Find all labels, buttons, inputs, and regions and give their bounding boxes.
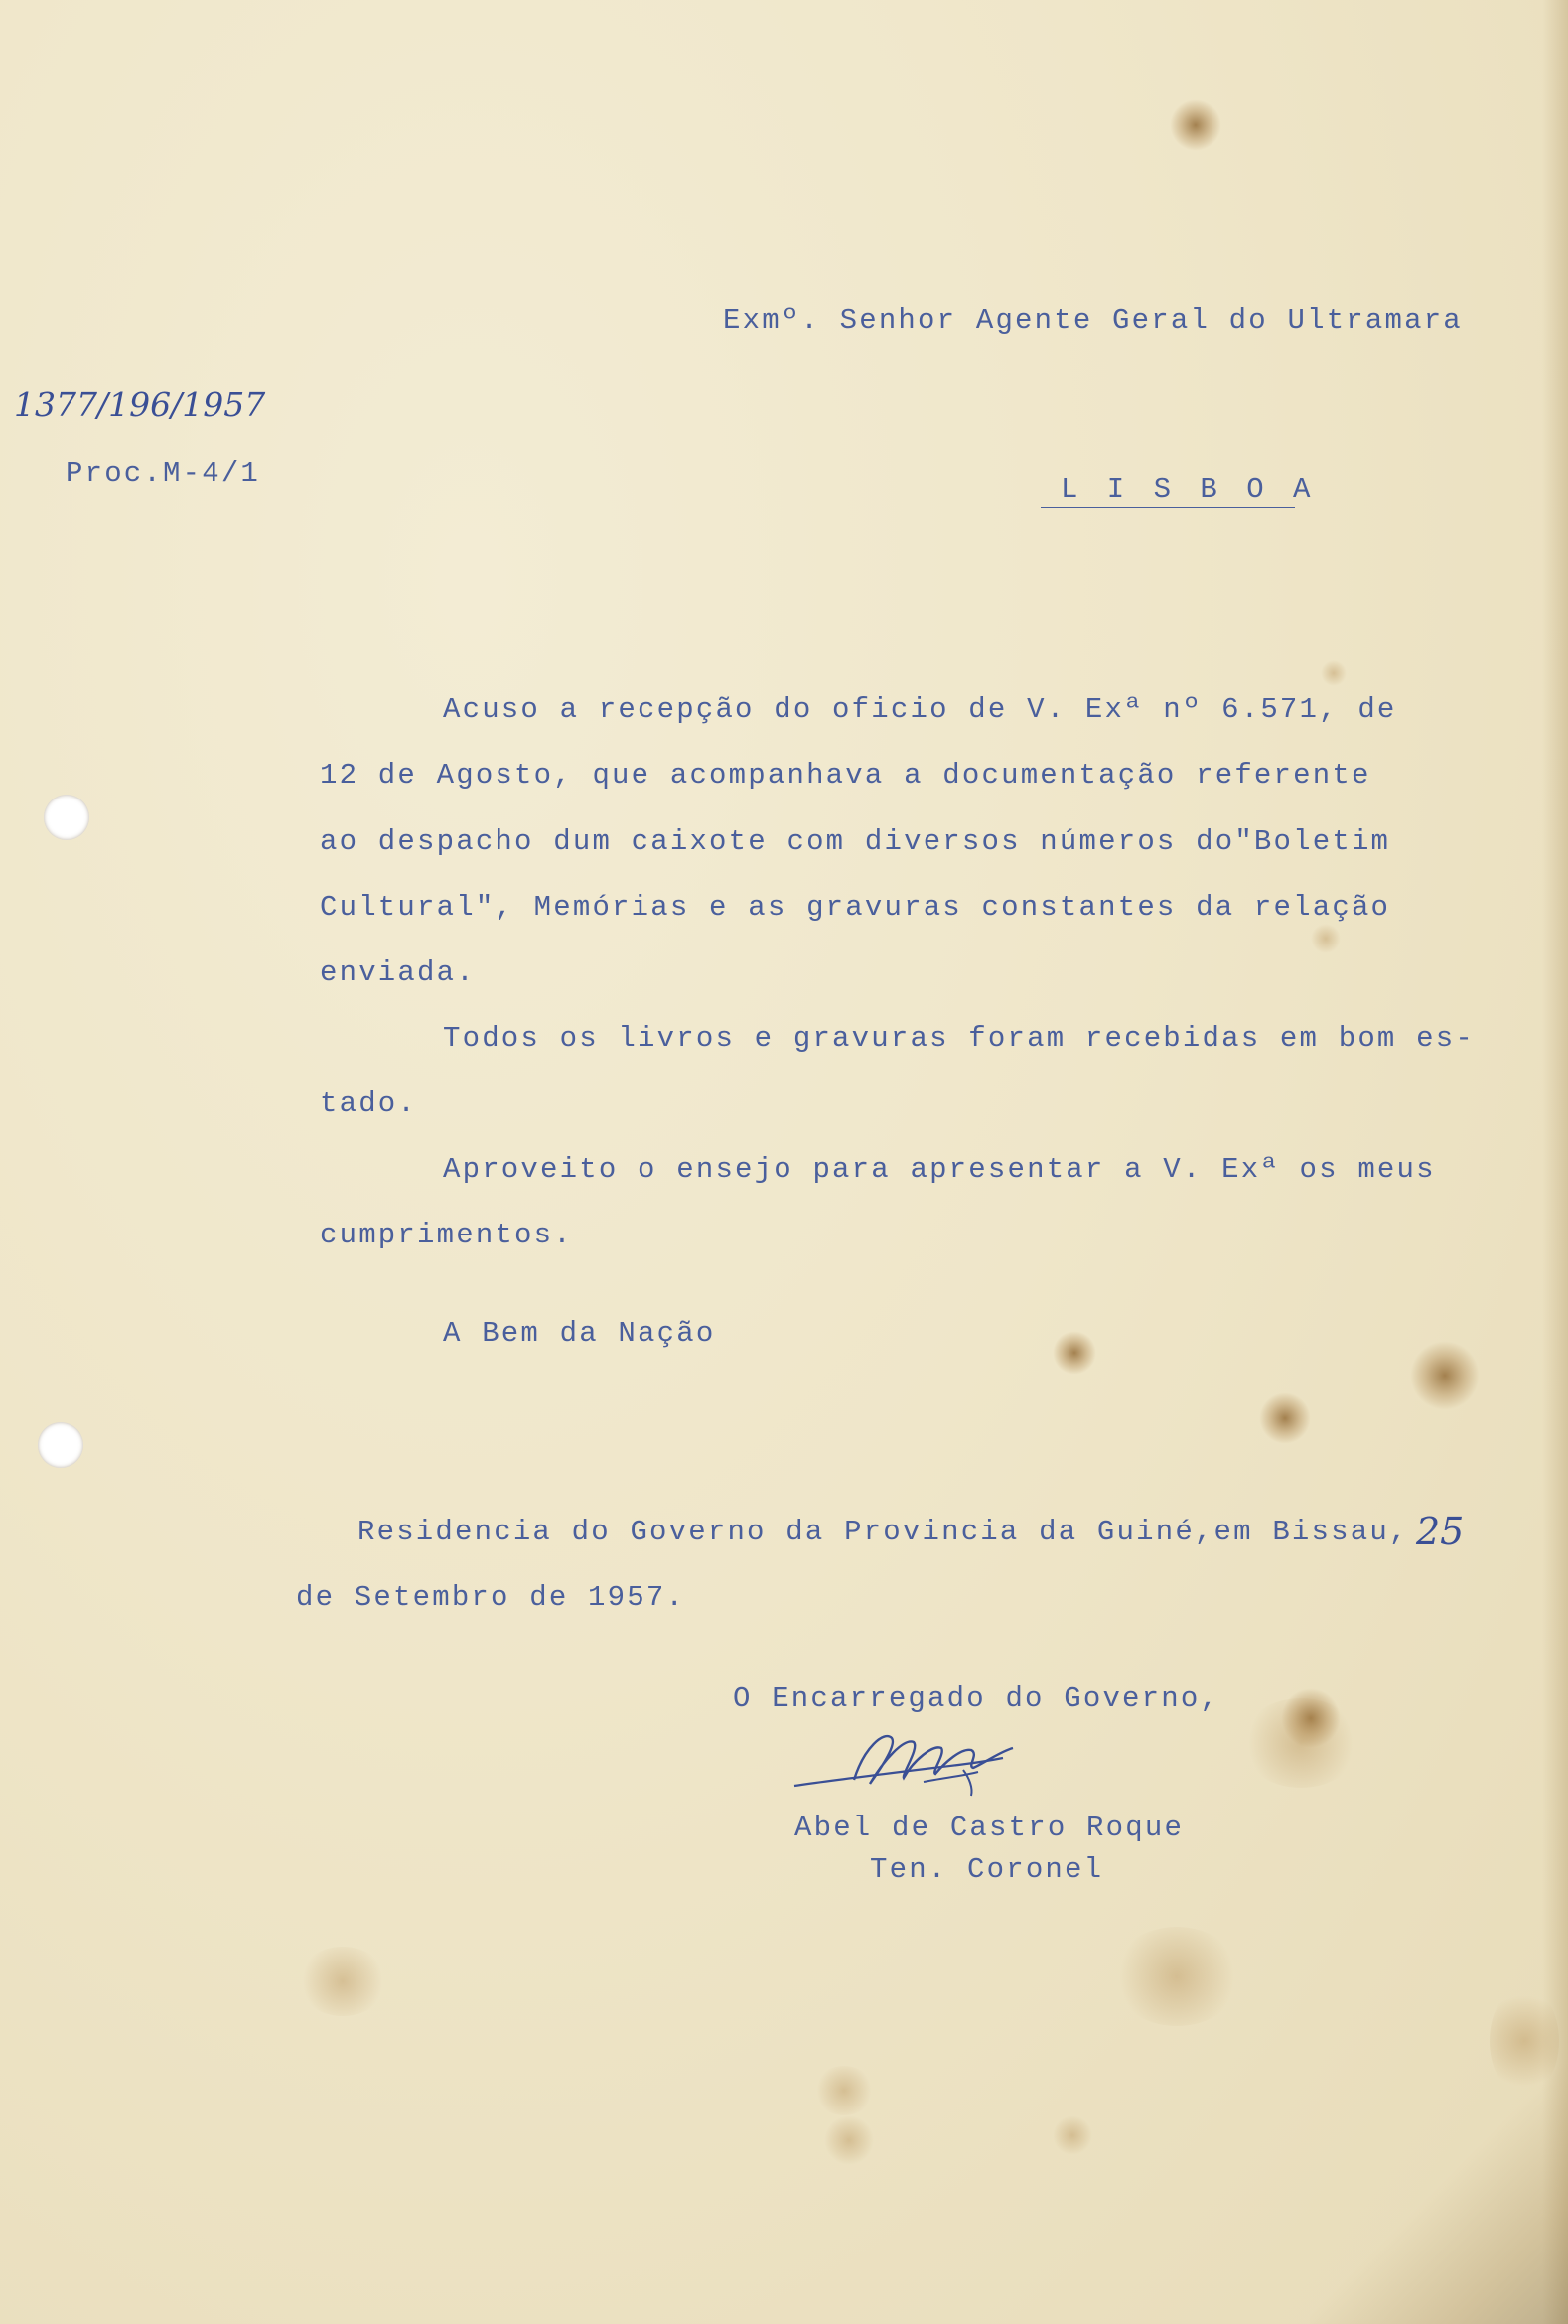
foxing-stain xyxy=(824,2115,874,2165)
body-line-7: tado. xyxy=(320,1088,418,1120)
punch-hole xyxy=(44,795,89,840)
foxing-stain xyxy=(1259,1392,1311,1444)
foxing-stain xyxy=(1410,1341,1480,1410)
city-underline xyxy=(1041,507,1295,508)
handwritten-reference: 1377/196/1957 xyxy=(14,385,266,424)
foxing-stain xyxy=(1170,99,1221,151)
body-line-9: cumprimentos. xyxy=(320,1219,573,1251)
body-line-5: enviada. xyxy=(320,956,476,989)
handwritten-day: 25 xyxy=(1416,1510,1465,1553)
place-date-line-1: Residencia do Governo da Provincia da Guiné,em Bissau, xyxy=(357,1516,1409,1548)
signatory-name: Abel de Castro Roque xyxy=(794,1812,1185,1844)
body-line-2: 12 de Agosto, que acompanhava a documentação referente xyxy=(320,759,1371,792)
foxing-stain xyxy=(1490,1986,1559,2096)
foxing-stain xyxy=(298,1947,387,2016)
body-line-8: Aproveito o ensejo para apresentar a V. Exª os meus xyxy=(443,1153,1436,1186)
signatory-rank: Ten. Coronel xyxy=(870,1853,1104,1886)
body-line-1: Acuso a recepção do oficio de V. Exª nº 6.571, de xyxy=(443,693,1397,726)
punch-hole xyxy=(38,1422,83,1468)
paper-edge-shading xyxy=(1542,0,1568,2324)
city-heading: L I S B O A xyxy=(1061,473,1317,506)
closing-line: A Bem da Nação xyxy=(443,1317,716,1350)
foxing-stain xyxy=(814,2066,874,2115)
place-date-line-2: de Setembro de 1957. xyxy=(296,1581,686,1614)
signatory-title: O Encarregado do Governo, xyxy=(733,1682,1220,1715)
addressee-line: Exmº. Senhor Agente Geral do Ultramara xyxy=(723,304,1463,337)
foxing-stain xyxy=(1112,1927,1241,2026)
process-reference: Proc.M-4/1 xyxy=(66,457,261,490)
body-line-6: Todos os livros e gravuras foram recebidas em bom es- xyxy=(443,1022,1475,1055)
foxing-stain xyxy=(1321,660,1347,686)
handwritten-signature xyxy=(775,1708,1072,1817)
foxing-stain xyxy=(1241,1698,1360,1788)
foxing-stain xyxy=(1311,924,1341,953)
foxing-stain xyxy=(1053,2115,1092,2155)
body-line-3: ao despacho dum caixote com diversos números do"Boletim xyxy=(320,825,1391,858)
body-line-4: Cultural", Memórias e as gravuras constantes da relação xyxy=(320,891,1391,924)
foxing-stain xyxy=(1053,1331,1096,1375)
